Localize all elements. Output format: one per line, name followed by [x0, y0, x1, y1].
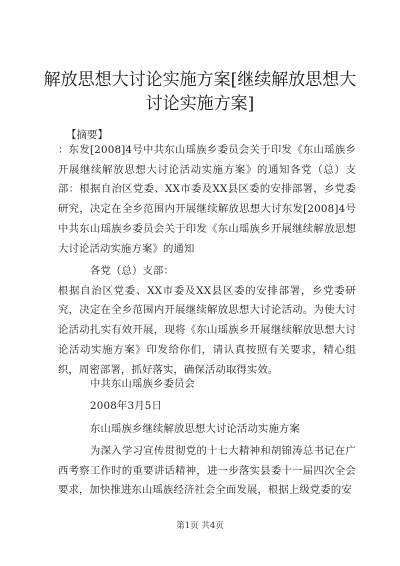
notice-body — [58, 262, 356, 380]
plan-paragraph: 为深入学习宣传贯彻党的十七大精神和胡锦涛总书记在广西考察工作时的重要讲话精神，进一步落实县委十一届四次全会要求，加快推进东山瑶族经济社会全面发展，根据上级党委的安 — [58, 445, 356, 497]
salutation: 各党（总）支部： — [90, 265, 174, 277]
issuer-signature: 中共东山瑶族乡委员会 — [90, 378, 195, 390]
page-indicator: 第1页 共4页 — [176, 521, 224, 531]
abstract-paragraph: ：东发[2008]4号中共东山瑶族乡委员会关于印发《东山瑶族乡开展继续解放思想大讨论活动实施方案》的通知各党（总）支部：根据自治区党委、XX市委及XX县区委的安排部署，乡党委研究，决定在全乡范围内开展继续解放思想大讨东发[2008]4号中共东山瑶族乡委员会关于印发《东山瑶族乡开展继续解放思想大讨论活动实施方案》的通知 — [58, 144, 356, 255]
abstract-label: 【摘要】 — [66, 129, 108, 141]
document-title: 解放思想大讨论实施方案[继续解放思想大讨论实施方案] — [43, 70, 357, 114]
plan-heading: 东山瑶族乡继续解放思想大讨论活动实施方案 — [90, 423, 300, 435]
issue-date: 2008年3月5日 — [90, 400, 162, 412]
body-paragraph: 根据自治区党委、XX市委及XX县区委的安排部署，乡党委研究，决定在全乡范围内开展继续解放思想大讨论活动。为使大讨论活动扎实有效开展，现将《东山瑶族乡开展继续解放思想大讨论活动实施方案》印发给你们，请认真按照有关要求，精心组织，周密部署，抓好落实，确保活动取得实效。 — [58, 284, 356, 376]
